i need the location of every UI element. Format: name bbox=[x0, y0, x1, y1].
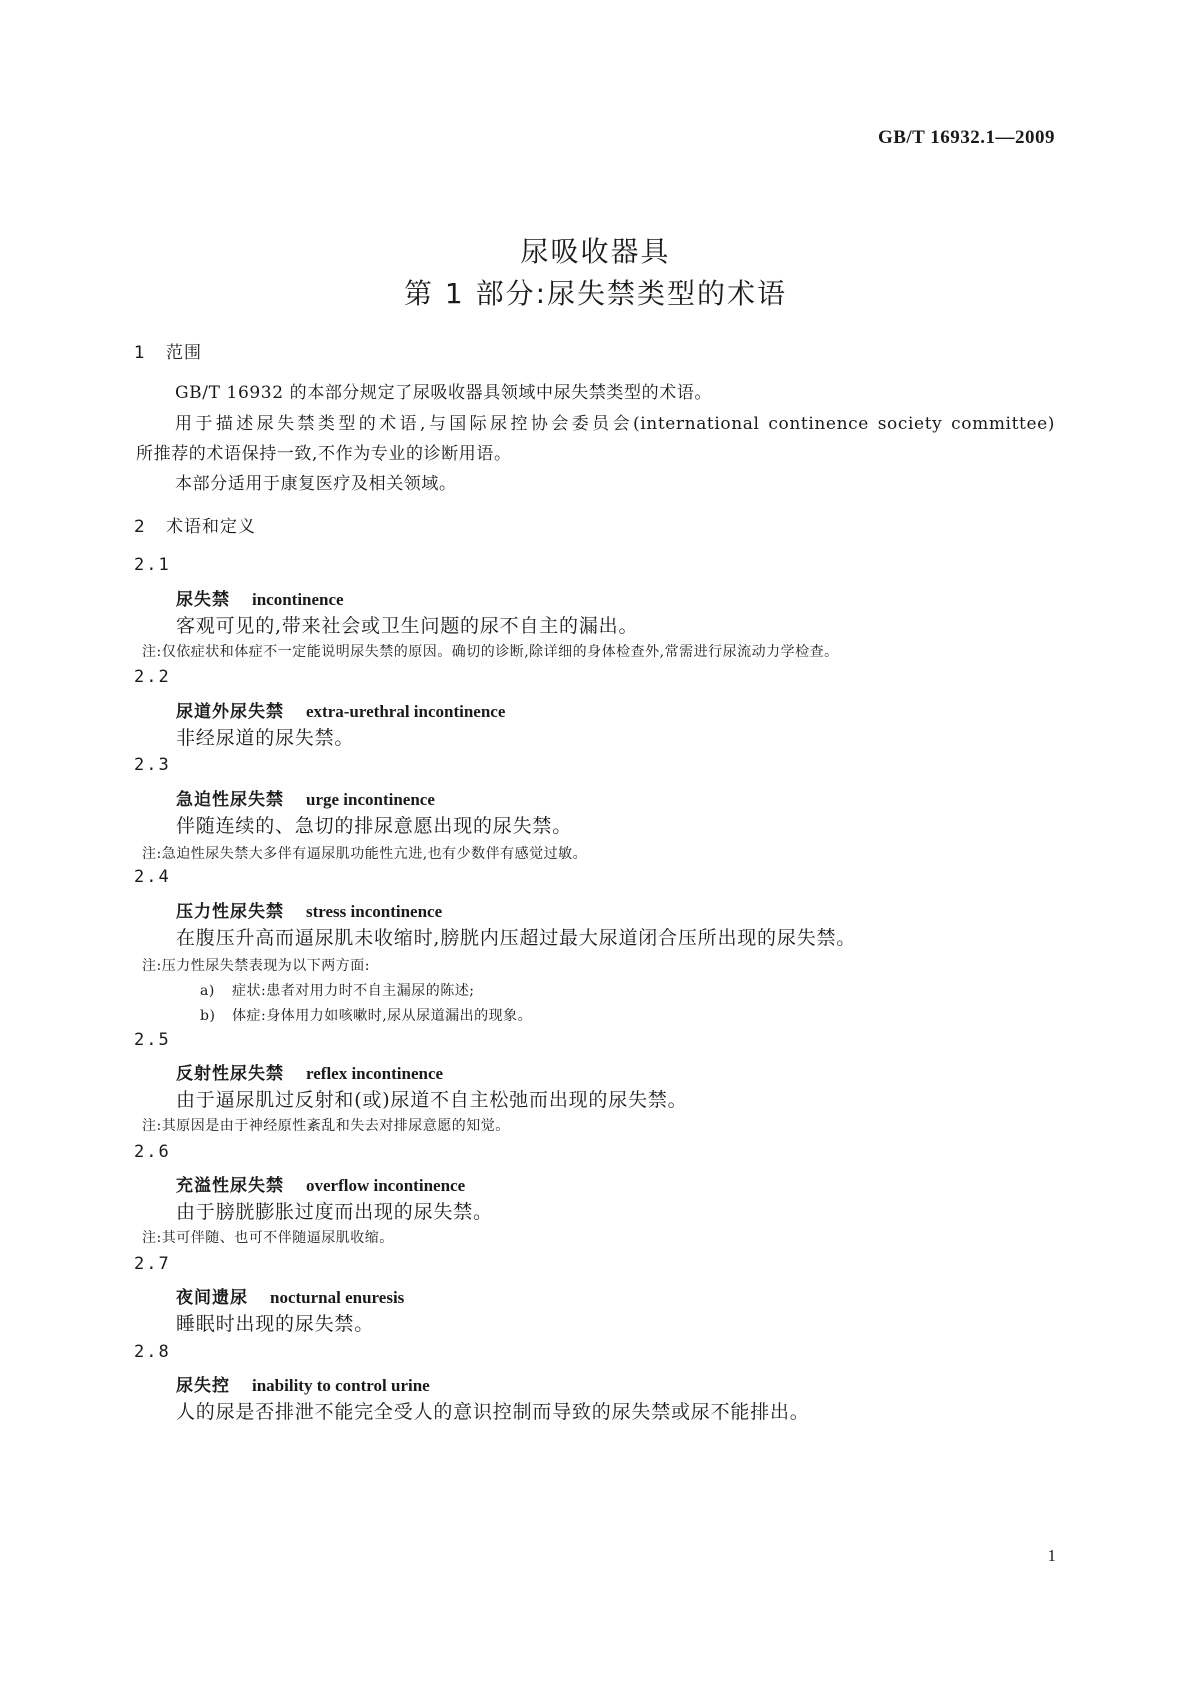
term-number: 2.1 bbox=[134, 555, 171, 575]
term-number: 2.6 bbox=[134, 1142, 171, 1162]
term-english: overflow incontinence bbox=[306, 1176, 466, 1195]
term-note: 注:其原因是由于神经原性紊乱和失去对排尿意愿的知觉。 bbox=[142, 1118, 510, 1134]
term-heading bbox=[176, 585, 344, 610]
term-number: 2.7 bbox=[134, 1254, 171, 1274]
term-number: 2.4 bbox=[134, 867, 171, 887]
term-heading bbox=[176, 1171, 465, 1196]
term-english: extra-urethral incontinence bbox=[306, 702, 506, 721]
note-item-text: 症状:患者对用力时不自主漏尿的陈述; bbox=[232, 983, 475, 999]
term-chinese: 尿失控 bbox=[176, 1376, 230, 1396]
term-definition: 由于膀胱膨胀过度而出现的尿失禁。 bbox=[176, 1201, 493, 1223]
note-item-label: a) bbox=[200, 983, 215, 999]
term-chinese: 尿失禁 bbox=[176, 590, 230, 610]
term-definition: 睡眠时出现的尿失禁。 bbox=[176, 1313, 375, 1335]
term-chinese: 尿道外尿失禁 bbox=[176, 702, 284, 722]
term-definition: 客观可见的,带来社会或卫生问题的尿不自主的漏出。 bbox=[176, 615, 639, 637]
term-english: reflex incontinence bbox=[306, 1064, 444, 1083]
note-list-item bbox=[200, 980, 474, 1000]
scope-paragraph-1: GB/T 16932 的本部分规定了尿吸收器具领域中尿失禁类型的术语。 bbox=[175, 383, 713, 403]
section-title: 术语和定义 bbox=[166, 517, 256, 537]
term-chinese: 夜间遗尿 bbox=[176, 1288, 248, 1308]
term-chinese: 充溢性尿失禁 bbox=[176, 1176, 284, 1196]
term-heading bbox=[176, 897, 442, 922]
term-definition: 在腹压升高而逼尿肌未收缩时,膀胱内压超过最大尿道闭合压所出现的尿失禁。 bbox=[176, 927, 857, 949]
term-note: 注:急迫性尿失禁大多伴有逼尿肌功能性亢进,也有少数伴有感觉过敏。 bbox=[142, 846, 588, 862]
term-note: 注:其可伴随、也可不伴随逼尿肌收缩。 bbox=[142, 1230, 394, 1246]
term-note: 注:仅依症状和体症不一定能说明尿失禁的原因。确切的诊断,除详细的身体检查外,常需进行尿流动力学检查。 bbox=[142, 644, 839, 660]
term-definition: 人的尿是否排泄不能完全受人的意识控制而导致的尿失禁或尿不能排出。 bbox=[176, 1401, 810, 1423]
note-item-text: 体症:身体用力如咳嗽时,尿从尿道漏出的现象。 bbox=[232, 1008, 533, 1024]
term-english: incontinence bbox=[252, 590, 344, 609]
scope-paragraph-2-line-1: 用于描述尿失禁类型的术语,与国际尿控协会委员会(international continence society committee) bbox=[175, 414, 1055, 434]
term-english: nocturnal enuresis bbox=[270, 1288, 405, 1307]
term-number: 2.8 bbox=[134, 1342, 171, 1362]
term-chinese: 反射性尿失禁 bbox=[176, 1064, 284, 1084]
term-note: 注:压力性尿失禁表现为以下两方面: bbox=[142, 958, 370, 974]
term-number: 2.3 bbox=[134, 755, 171, 775]
term-definition: 伴随连续的、急切的排尿意愿出现的尿失禁。 bbox=[176, 815, 573, 837]
term-chinese: 急迫性尿失禁 bbox=[176, 790, 284, 810]
term-heading bbox=[176, 1283, 404, 1308]
term-definition: 由于逼尿肌过反射和(或)尿道不自主松弛而出现的尿失禁。 bbox=[176, 1089, 688, 1111]
term-number: 2.2 bbox=[134, 667, 171, 687]
term-chinese: 压力性尿失禁 bbox=[176, 902, 284, 922]
term-english: inability to control urine bbox=[252, 1376, 430, 1395]
term-english: urge incontinence bbox=[306, 790, 435, 809]
term-heading bbox=[176, 697, 505, 722]
term-english: stress incontinence bbox=[306, 902, 443, 921]
term-definition: 非经尿道的尿失禁。 bbox=[176, 727, 355, 749]
standard-code: GB/T 16932.1—2009 bbox=[877, 127, 1055, 148]
document-title: 尿吸收器具 bbox=[520, 235, 671, 268]
section-number: 1 bbox=[134, 343, 146, 363]
section-title: 范围 bbox=[166, 343, 202, 363]
term-heading bbox=[176, 1059, 443, 1084]
section-1-heading bbox=[134, 338, 202, 363]
section-2-heading bbox=[134, 512, 256, 537]
scope-paragraph-2-line-2: 所推荐的术语保持一致,不作为专业的诊断用语。 bbox=[136, 444, 512, 464]
scope-paragraph-3: 本部分适用于康复医疗及相关领域。 bbox=[175, 474, 457, 494]
term-heading bbox=[176, 1371, 430, 1396]
term-number: 2.5 bbox=[134, 1030, 171, 1050]
note-item-label: b) bbox=[200, 1008, 216, 1024]
term-heading bbox=[176, 785, 435, 810]
page-number: 1 bbox=[1047, 1546, 1056, 1565]
note-list-item bbox=[200, 1005, 532, 1025]
document-subtitle: 第 1 部分:尿失禁类型的术语 bbox=[403, 277, 788, 310]
section-number: 2 bbox=[134, 517, 146, 537]
